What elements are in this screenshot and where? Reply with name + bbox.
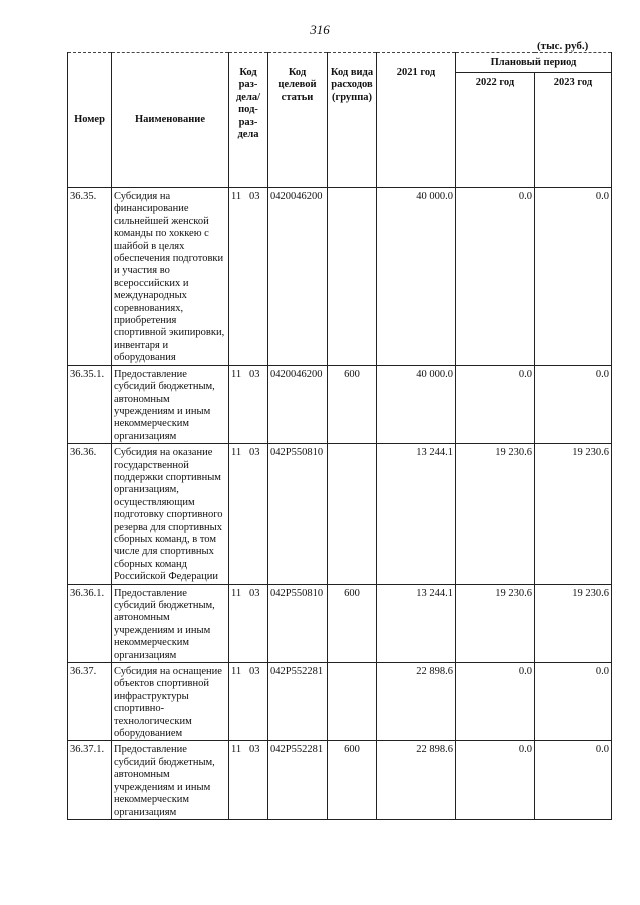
row-expense-code: 600 — [328, 584, 377, 662]
row-2022: 19 230.6 — [456, 444, 535, 584]
table-header — [68, 53, 612, 188]
row-2023: 0.0 — [535, 188, 612, 366]
table-row — [68, 741, 612, 819]
row-2023: 0.0 — [535, 741, 612, 819]
row-2021: 13 244.1 — [377, 444, 456, 584]
table-row — [68, 584, 612, 662]
table-row — [68, 188, 612, 366]
row-2022: 0.0 — [456, 663, 535, 741]
row-name: Субсидия на финансирование сильнейшей женской команды по хоккею с шайбой в целях обеспечения подготовки и участия во всероссийских и международных соревнованиях, приобретения спортивной экипировки, инвентаря и оборудования — [112, 188, 229, 366]
row-target-code: 042P550810 — [268, 584, 328, 662]
row-2021: 13 244.1 — [377, 584, 456, 662]
header-name: Наименование — [112, 53, 229, 188]
row-target-code: 042P552281 — [268, 741, 328, 819]
row-2021: 40 000.0 — [377, 365, 456, 443]
row-target-code: 0420046200 — [268, 188, 328, 366]
row-number: 36.36.1. — [68, 584, 112, 662]
row-section-code: 11 03 — [229, 663, 268, 741]
header-planned-period: Плановый период — [456, 53, 612, 73]
row-expense-code: 600 — [328, 741, 377, 819]
row-name: Предоставление субсидий бюджетным, автономным учреждениям и иным некоммерческим организациям — [112, 741, 229, 819]
row-number: 36.35. — [68, 188, 112, 366]
row-expense-code: 600 — [328, 365, 377, 443]
row-target-code: 042P550810 — [268, 444, 328, 584]
header-target-code: Код целевой статьи — [268, 53, 328, 188]
row-2023: 19 230.6 — [535, 584, 612, 662]
row-2023: 0.0 — [535, 365, 612, 443]
row-target-code: 042P552281 — [268, 663, 328, 741]
page-number: 316 — [310, 22, 330, 37]
row-2021: 40 000.0 — [377, 188, 456, 366]
row-2022: 0.0 — [456, 188, 535, 366]
units-label: (тыс. руб.) — [537, 40, 589, 52]
row-name: Субсидия на оказание государственной поддержки спортивным организациям, осуществляющим подготовку спортивного резерва для спортивных сборных команд, в том числе для спортивных сборных команд Российской Федерации — [112, 444, 229, 584]
row-name: Предоставление субсидий бюджетным, автономным учреждениям и иным некоммерческим организациям — [112, 584, 229, 662]
row-expense-code — [328, 188, 377, 366]
header-2022: 2022 год — [456, 73, 535, 188]
row-2023: 0.0 — [535, 663, 612, 741]
header-2023: 2023 год — [535, 73, 612, 188]
row-expense-code — [328, 663, 377, 741]
table-row — [68, 365, 612, 443]
row-target-code: 0420046200 — [268, 365, 328, 443]
row-expense-code — [328, 444, 377, 584]
row-2021: 22 898.6 — [377, 741, 456, 819]
row-2022: 19 230.6 — [456, 584, 535, 662]
row-2022: 0.0 — [456, 365, 535, 443]
row-2023: 19 230.6 — [535, 444, 612, 584]
row-section-code: 11 03 — [229, 444, 268, 584]
row-name: Предоставление субсидий бюджетным, автономным учреждениям и иным некоммерческим организациям — [112, 365, 229, 443]
header-section-code: Код раз- дела/ под- раз- дела — [229, 53, 268, 188]
row-section-code: 11 03 — [229, 741, 268, 819]
row-2022: 0.0 — [456, 741, 535, 819]
row-section-code: 11 03 — [229, 365, 268, 443]
row-number: 36.36. — [68, 444, 112, 584]
header-2021: 2021 год — [377, 53, 456, 188]
budget-table — [67, 52, 612, 820]
header-number: Номер — [68, 53, 112, 188]
table-row — [68, 444, 612, 584]
row-number: 36.35.1. — [68, 365, 112, 443]
row-2021: 22 898.6 — [377, 663, 456, 741]
table-row — [68, 663, 612, 741]
row-section-code: 11 03 — [229, 584, 268, 662]
row-name: Субсидия на оснащение объектов спортивной инфраструктуры спортивно-технологическим оборудованием — [112, 663, 229, 741]
row-number: 36.37. — [68, 663, 112, 741]
row-number: 36.37.1. — [68, 741, 112, 819]
row-section-code: 11 03 — [229, 188, 268, 366]
header-expense-code: Код вида расходов (группа) — [328, 53, 377, 188]
